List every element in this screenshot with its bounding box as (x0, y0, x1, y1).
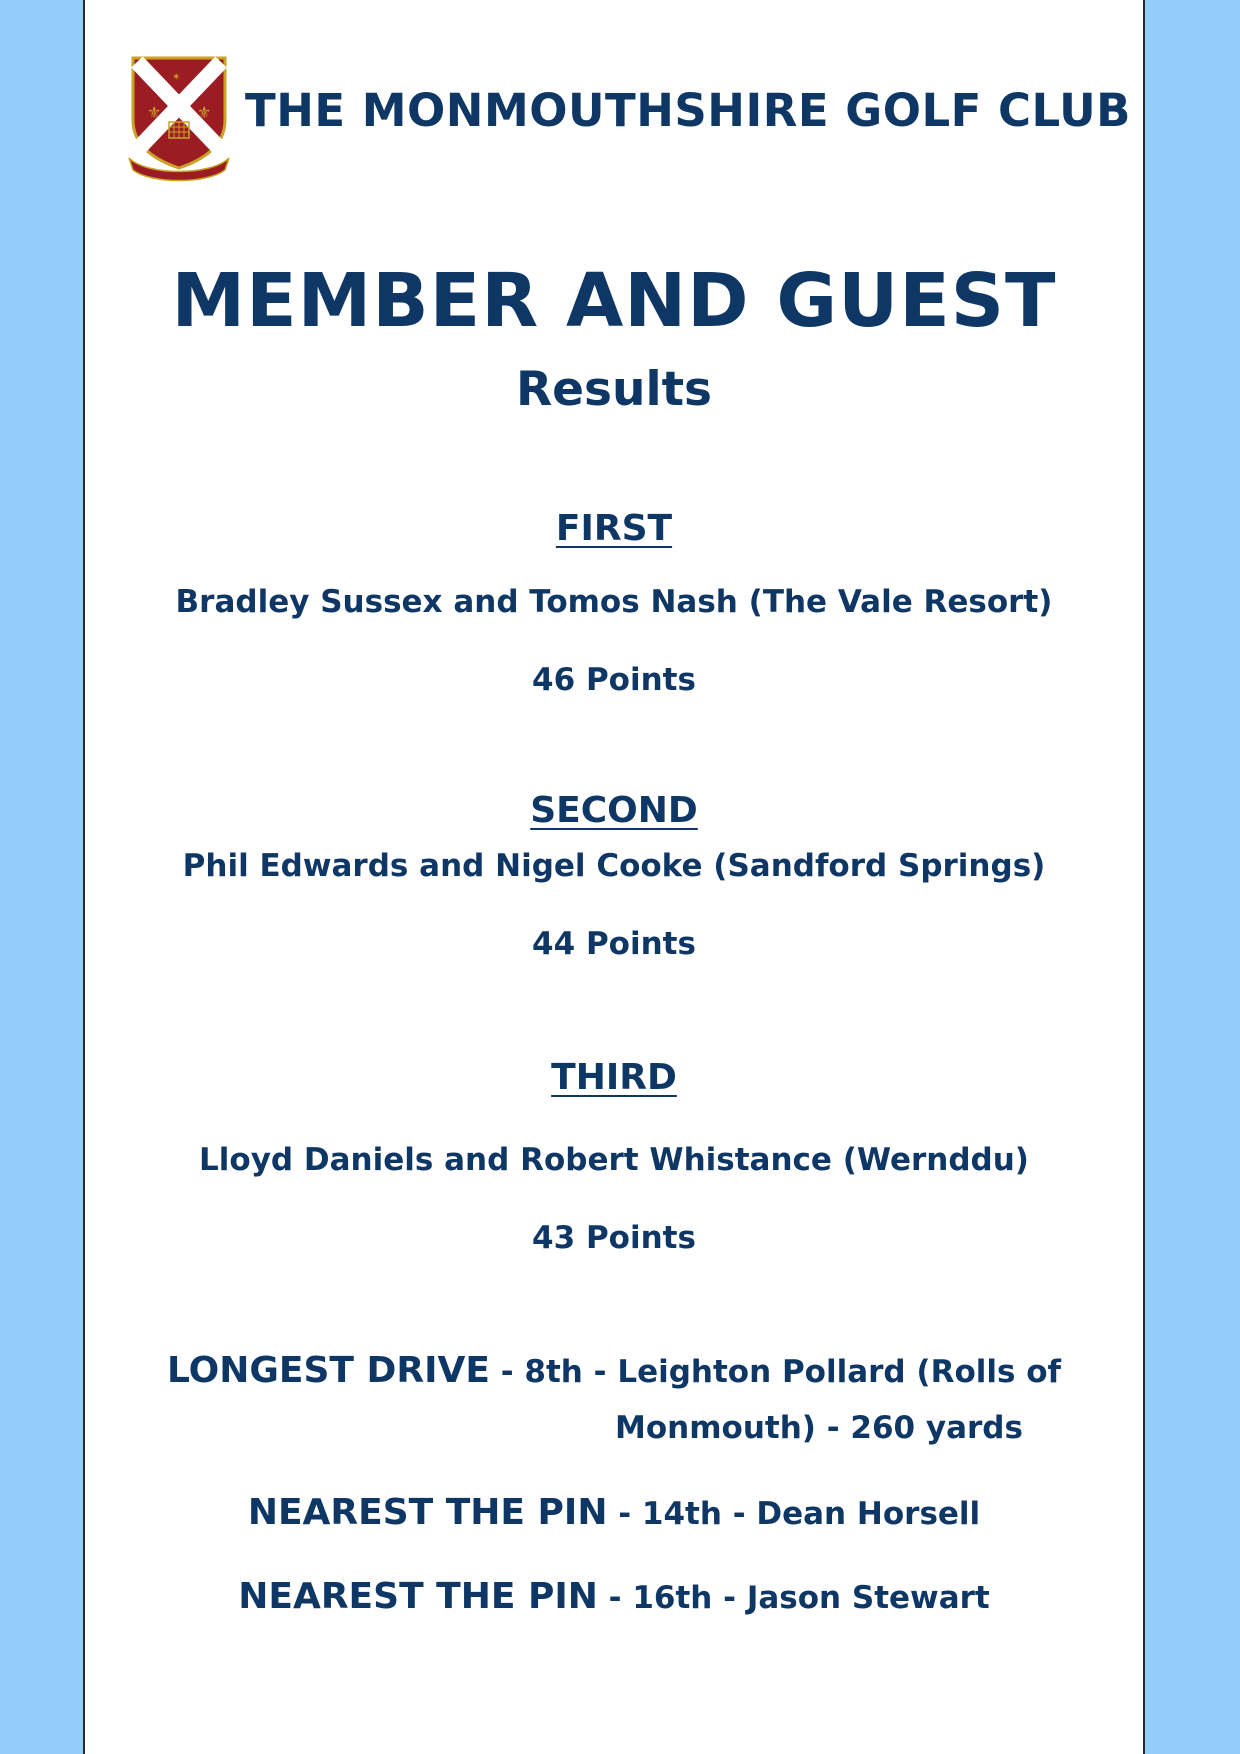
document-page (83, 0, 1145, 1754)
third-place-names: Lloyd Daniels and Robert Whistance (Wernddu) (199, 1142, 1029, 1178)
nearest-pin-14th-detail: - 14th - Dean Horsell (607, 1496, 981, 1532)
nearest-pin-16th-line (85, 1576, 1143, 1617)
club-crest-logo (127, 54, 231, 182)
first-place-points: 46 Points (532, 662, 696, 698)
second-place-points: 44 Points (532, 926, 696, 962)
nearest-pin-14th-label: NEAREST THE PIN (247, 1492, 608, 1533)
longest-drive-detail: - 8th - Leighton Pollard (Rolls of (489, 1354, 1062, 1390)
longest-drive-label: LONGEST DRIVE (166, 1350, 490, 1391)
longest-drive-detail-continued: Monmouth) - 260 yards (615, 1410, 1023, 1446)
second-place-heading: SECOND (530, 790, 698, 831)
first-place-names: Bradley Sussex and Tomos Nash (The Vale Resort) (175, 584, 1053, 620)
first-place-heading: FIRST (555, 508, 673, 549)
page-title: MEMBER AND GUEST (171, 258, 1057, 344)
club-name: THE MONMOUTHSHIRE GOLF CLUB (245, 84, 1131, 137)
svg-text:⚜: ⚜ (197, 103, 212, 122)
nearest-pin-16th-label: NEAREST THE PIN (238, 1576, 598, 1617)
svg-text:⚜: ⚜ (147, 103, 162, 122)
third-place-heading: THIRD (551, 1057, 677, 1098)
nearest-pin-16th-detail: - 16th - Jason Stewart (597, 1580, 990, 1616)
longest-drive-line (85, 1350, 1143, 1391)
page-subtitle: Results (515, 362, 713, 417)
nearest-pin-14th-line (85, 1492, 1143, 1533)
third-place-points: 43 Points (532, 1220, 696, 1256)
second-place-names: Phil Edwards and Nigel Cooke (Sandford Springs) (182, 848, 1046, 884)
svg-text:✶: ✶ (172, 72, 181, 83)
